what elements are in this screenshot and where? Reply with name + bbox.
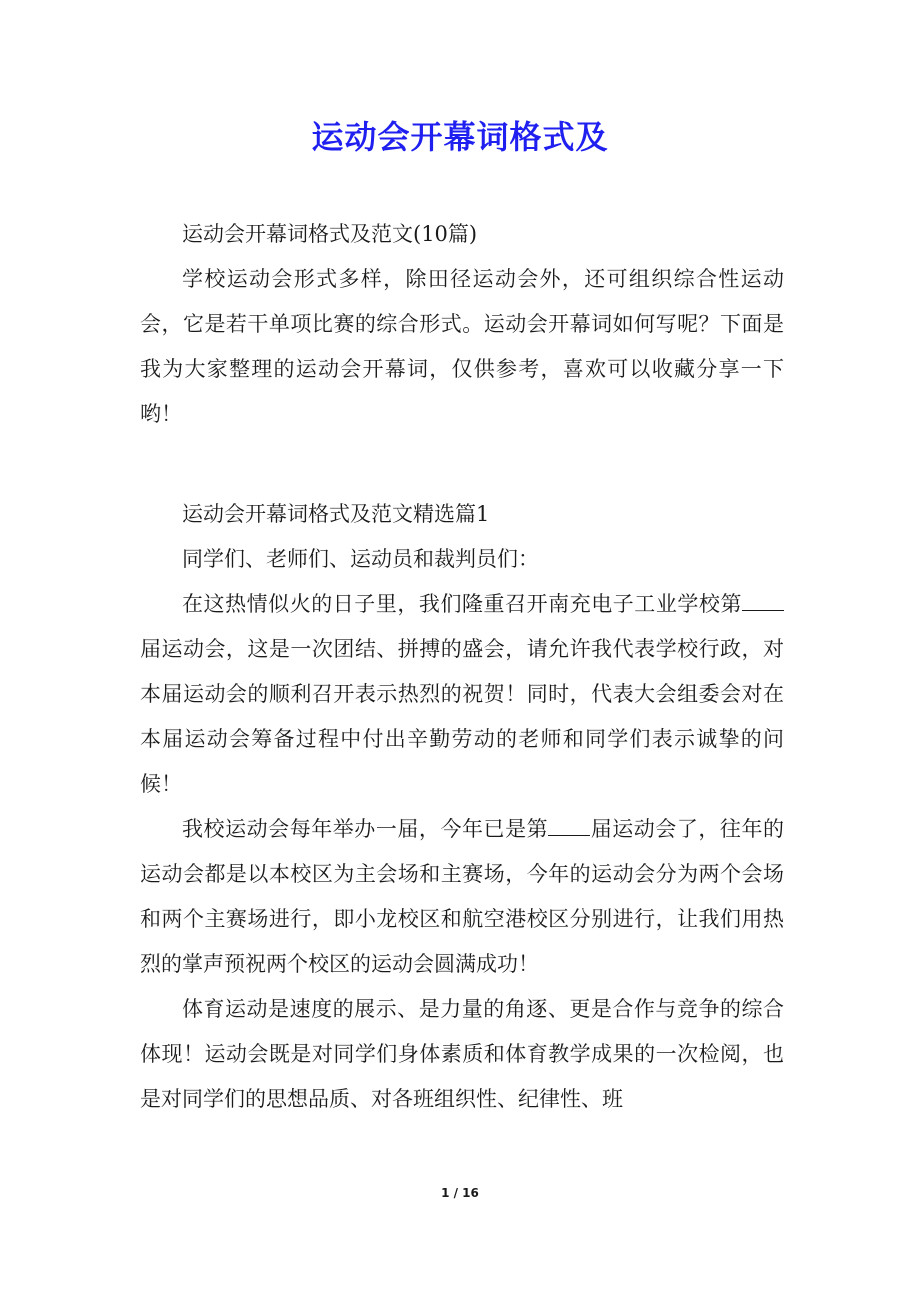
fill-in-blank [742,591,784,611]
paragraph-annual-part1: 我校运动会每年举办一届，今年已是第 [182,817,549,841]
paragraph-sports: 体育运动是速度的展示、是力量的角逐、更是合作与竞争的综合体现！运动会既是对同学们身体素质和体育教学成果的一次检阅，也是对同学们的思想品质、对各班组织性、纪律性、班 [140,997,784,1111]
paragraph-greeting: 同学们、老师们、运动员和裁判员们： [182,547,539,571]
paragraph-annual [140,807,784,987]
document-body [140,212,784,1122]
paragraph-spacer [140,437,784,492]
page-title: 运动会开幕词格式及 [311,118,609,156]
paragraph-opening-part1: 在这热情似火的日子里，我们隆重召开南充电子工业学校第 [182,592,742,616]
page-indicator: 1 / 16 [441,1186,479,1200]
paragraph-intro: 学校运动会形式多样，除田径运动会外，还可组织综合性运动会，它是若干单项比赛的综合形式。运动会开幕词如何写呢？下面是我为大家整理的运动会开幕词，仅供参考，喜欢可以收藏分享一下哟！ [140,267,784,426]
paragraph-annual-part2: 届运动会了，往年的运动会都是以本校区为主会场和主赛场，今年的运动会分为两个会场和两个主赛场进行，即小龙校区和航空港校区分别进行，让我们用热烈的掌声预祝两个校区的运动会圆满成功！ [140,817,785,976]
paragraph-opening [140,582,784,807]
paragraph-section-heading: 运动会开幕词格式及范文精选篇1 [182,502,490,526]
fill-in-blank [548,816,590,836]
paragraph-subtitle: 运动会开幕词格式及范文(10篇) [182,222,478,246]
paragraph-opening-part2: 届运动会，这是一次团结、拼搏的盛会，请允许我代表学校行政，对本届运动会的顺利召开表示热烈的祝贺！同时，代表大会组委会对在本届运动会筹备过程中付出辛勤劳动的老师和同学们表示诚挚的问候！ [140,637,784,796]
